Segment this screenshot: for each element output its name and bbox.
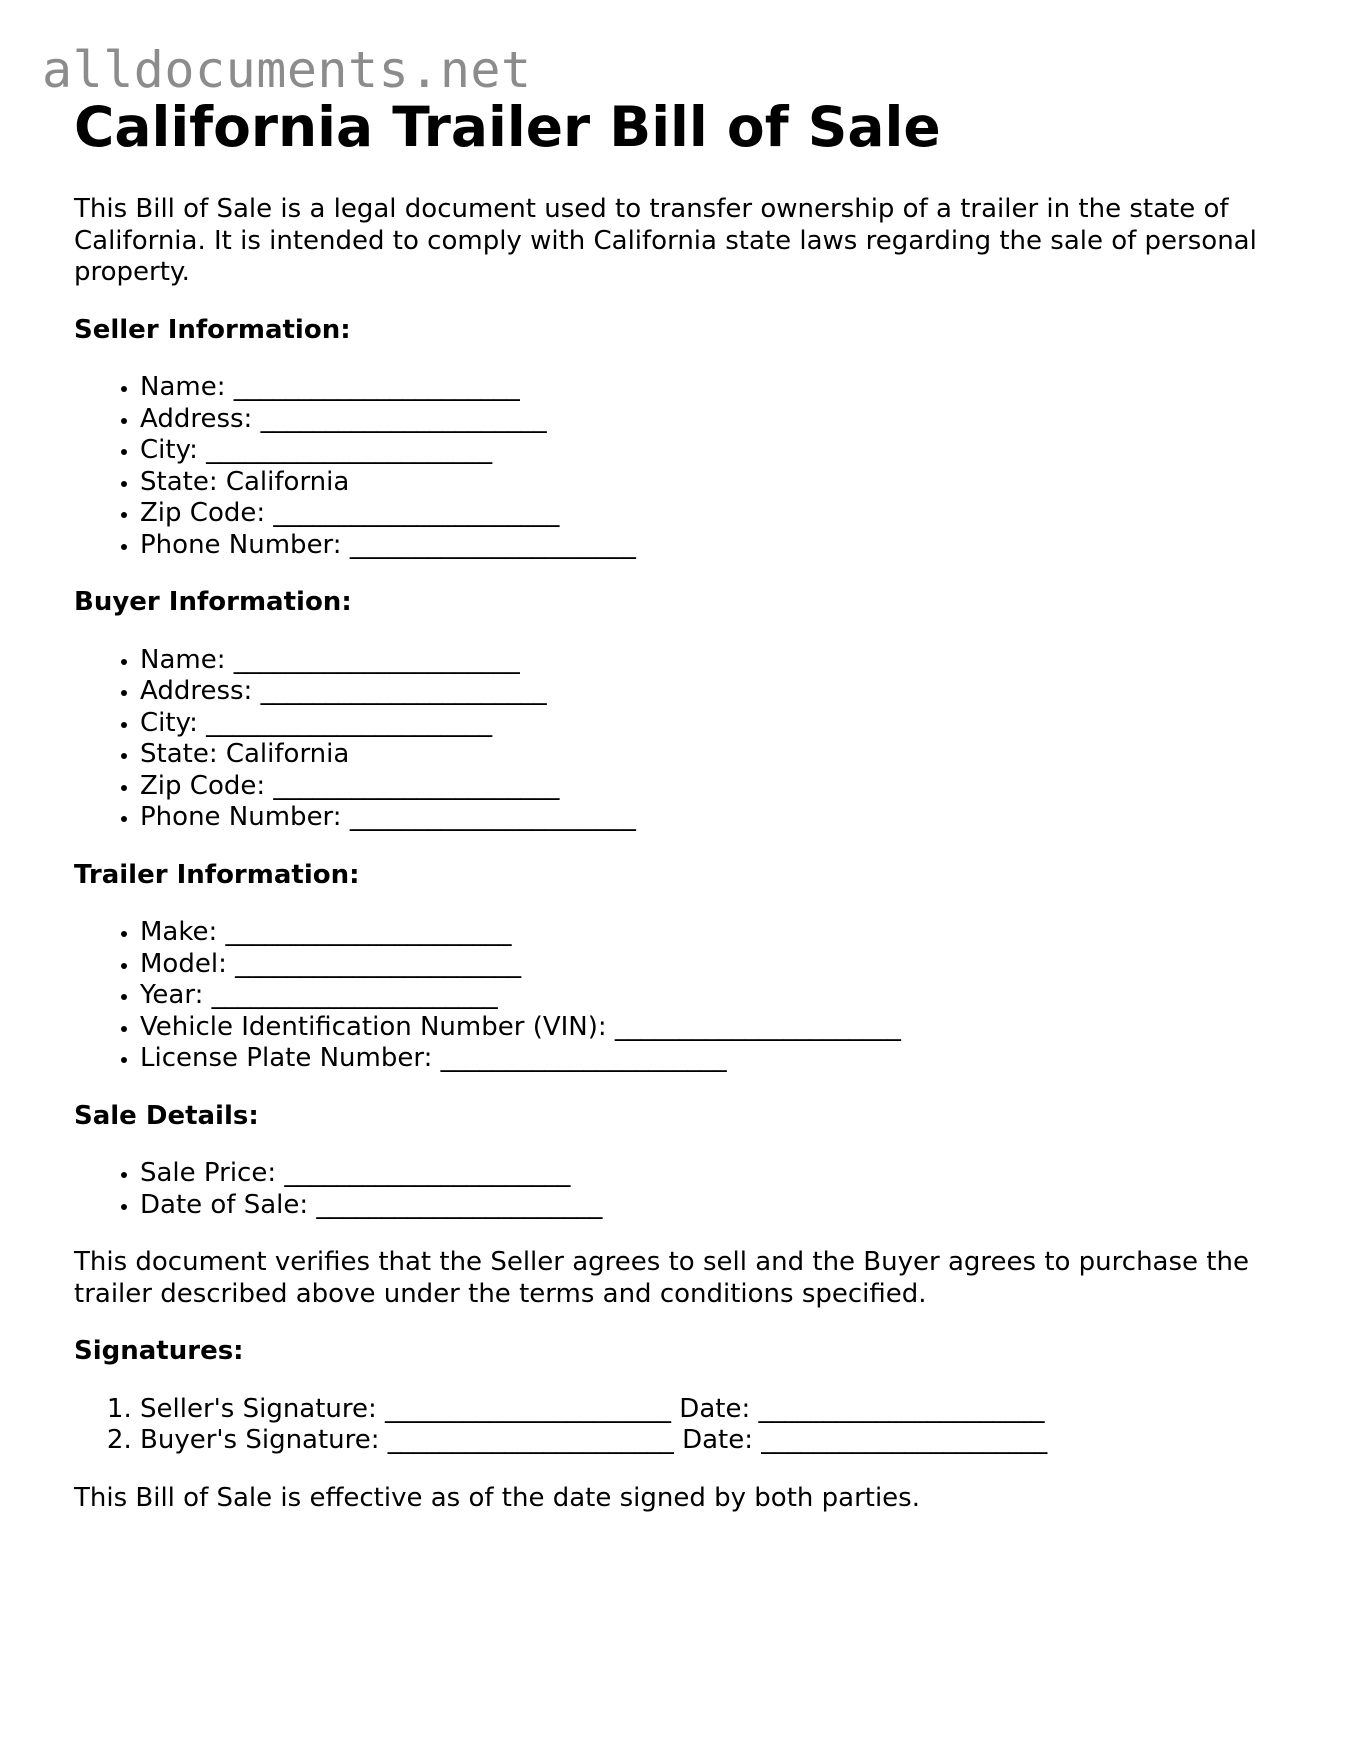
buyer-zip-field[interactable]: • Zip Code: ______________________ [140, 771, 1294, 803]
seller-zip-field[interactable]: • Zip Code: ______________________ [140, 498, 1294, 530]
buyer-signature-line[interactable]: 2. Buyer's Signature: ______________________ Date: ______________________ [140, 1425, 1294, 1457]
buyer-address-field[interactable]: • Address: ______________________ [140, 676, 1294, 708]
signatures-heading: Signatures: [74, 1336, 244, 1366]
seller-name-field[interactable]: • Name: ______________________ [140, 372, 1294, 404]
closing-statement: This Bill of Sale is effective as of the date signed by both parties. [74, 1482, 920, 1513]
seller-city-field[interactable]: • City: ______________________ [140, 435, 1294, 467]
buyer-phone-field[interactable]: • Phone Number: ______________________ [140, 802, 1294, 834]
seller-heading: Seller Information: [74, 314, 351, 345]
buyer-field-list [74, 645, 1294, 834]
watermark-logo: alldocuments.net [42, 41, 532, 99]
seller-signature-line[interactable]: 1. Seller's Signature: ______________________ Date: ______________________ [140, 1394, 1294, 1426]
trailer-field-list [74, 917, 1294, 1075]
seller-address-field[interactable]: • Address: ______________________ [140, 404, 1294, 436]
buyer-name-field[interactable]: • Name: ______________________ [140, 645, 1294, 677]
buyer-heading: Buyer Information: [74, 587, 352, 617]
intro-paragraph: This Bill of Sale is a legal document used to transfer ownership of a trailer in the state of California. It is intended to comply with California state laws regarding the sale of personal property. [74, 194, 1257, 287]
document-body [74, 92, 1294, 1514]
trailer-license-plate-field[interactable]: • License Plate Number: ______________________ [140, 1043, 1294, 1075]
trailer-model-field[interactable]: • Model: ______________________ [140, 949, 1294, 981]
sale-date-field[interactable]: • Date of Sale: ______________________ [140, 1190, 1294, 1222]
sale-field-list [74, 1158, 1294, 1221]
seller-field-list [74, 372, 1294, 561]
document-title: California Trailer Bill of Sale [74, 95, 941, 159]
seller-state-field: • State: California [140, 467, 1294, 499]
signature-list [74, 1394, 1294, 1457]
sale-details-heading: Sale Details: [74, 1100, 259, 1131]
trailer-vin-field[interactable]: • Vehicle Identification Number (VIN): ______________________ [140, 1012, 1294, 1044]
buyer-state-field: • State: California [140, 739, 1294, 771]
seller-phone-field[interactable]: • Phone Number: ______________________ [140, 530, 1294, 562]
trailer-heading: Trailer Information: [74, 859, 360, 890]
sale-price-field[interactable]: • Sale Price: ______________________ [140, 1158, 1294, 1190]
agreement-statement: This document verifies that the Seller agrees to sell and the Buyer agrees to purchase the trailer described above under the terms and conditions specified. [74, 1247, 1249, 1309]
trailer-make-field[interactable]: • Make: ______________________ [140, 917, 1294, 949]
buyer-city-field[interactable]: • City: ______________________ [140, 708, 1294, 740]
trailer-year-field[interactable]: • Year: ______________________ [140, 980, 1294, 1012]
